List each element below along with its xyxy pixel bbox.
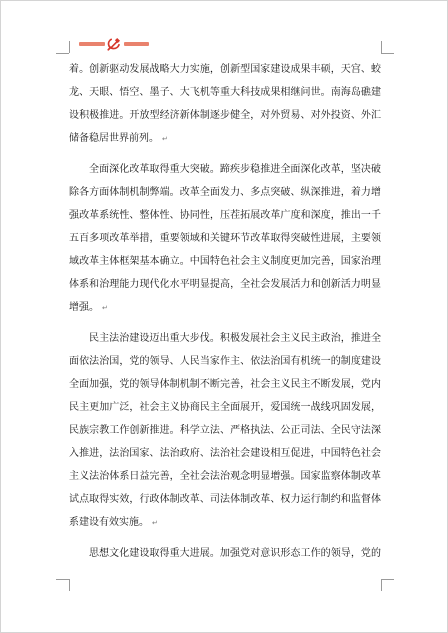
crop-mark-top-right-h [381,53,394,54]
header-decoration [79,37,151,51]
crop-mark-bottom-right-h [381,579,394,580]
text-line: 全面深化改革取得重大突破。蹄疾步稳推进全面深化改革，坚决破 [89,164,381,175]
text-line: 体系和治理能力现代化水平明显提高，全社会发展活力和创新活力明显 [69,279,381,290]
text-line: 五百多项改革举措，重要领域和关键环节改革取得突破性进展，主要领 [69,233,381,244]
text-line: 除各方面体制机制弊端。改革全面发力、多点突破、纵深推进，着力增 [69,187,381,198]
text-line-last [69,511,381,534]
paragraph-mark: ↵ [102,304,108,312]
text-line: 龙、天眼、悟空、墨子、大飞机等重大科技成果相继问世。南海岛礁建 [69,87,381,98]
paragraph [69,58,381,150]
text-line: 全面加强，党的领导体制机制不断完善，社会主义民主不断发展，党内 [69,379,381,390]
text-line: 试点取得实效，行政体制改革、司法体制改革、权力运行制约和监督体 [69,494,381,505]
text-line-last [69,296,381,319]
header-line-right [124,42,149,46]
line-text: 储备稳居世界前列。 [69,133,159,144]
text-line: 着。创新驱动发展战略大力实施，创新型国家建设成果丰硕，天宫、蛟 [69,64,381,75]
paragraph-mark: ↵ [162,135,168,143]
line-text: 增强。 [69,302,99,313]
crop-mark-top-left-v [69,41,70,53]
paragraph-mark: ↵ [152,519,158,527]
text-line: 面依法治国，党的领导、人民当家作主、依法治国有机统一的制度建设 [69,356,381,367]
hammer-sickle-icon [106,37,123,51]
line-text: 系建设有效实施。 [69,517,149,528]
crop-mark-bottom-right-v [381,579,382,591]
crop-mark-bottom-left-h [56,579,69,580]
text-line: 域改革主体框架基本确立。中国特色社会主义制度更加完善，国家治理 [69,256,381,267]
paragraph [69,327,381,534]
header-emblem [106,37,123,51]
text-line: 民主更加广泛，社会主义协商民主全面展开，爱国统一战线巩固发展， [69,402,381,413]
text-line: 强改革系统性、整体性、协同性，压茬拓展改革广度和深度，推出一千 [69,210,381,221]
text-line-last [69,127,381,150]
text-line: 思想文化建设取得重大进展。加强党对意识形态工作的领导，党的 [89,548,381,559]
paragraph [69,158,381,319]
text-line: 主义法治体系日益完善，全社会法治观念明显增强。国家监察体制改革 [69,471,381,482]
crop-mark-bottom-left-v [69,579,70,591]
text-line: 设积极推进。开放型经济新体制逐步健全，对外贸易、对外投资、外汇 [69,110,381,121]
header-line-left [79,42,105,46]
crop-mark-top-left-h [56,53,69,54]
text-line: 入推进，法治国家、法治政府、法治社会建设相互促进，中国特色社会 [69,448,381,459]
text-line: 民族宗教工作创新推进。科学立法、严格执法、公正司法、全民守法深 [69,425,381,436]
crop-mark-top-right-v [381,41,382,53]
paragraph [69,542,381,565]
text-line: 民主法治建设迈出重大步伐。积极发展社会主义民主政治，推进全 [89,333,381,344]
document-body[interactable] [69,58,381,573]
